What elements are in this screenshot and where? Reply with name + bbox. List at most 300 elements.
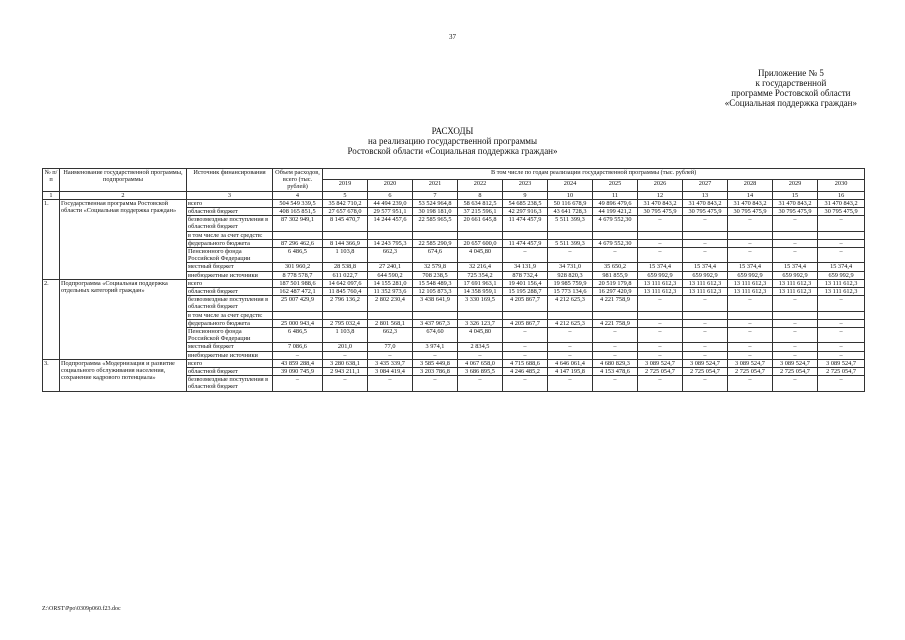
amount-cell: – (818, 351, 865, 359)
column-number: 3 (187, 191, 273, 199)
amount-cell: 31 470 843,2 (773, 199, 818, 207)
amount-cell: 20 519 179,8 (593, 279, 638, 287)
table-row (43, 279, 865, 287)
amount-cell: 4 246 485,2 (503, 368, 548, 376)
amount-cell: 5 511 399,3 (548, 216, 593, 231)
header-by-year: В том числе по годам реализации государственной программы (тыс. рублей) (323, 169, 865, 180)
amount-cell: 6 486,5 (273, 248, 323, 263)
amount-cell: 3 435 339,7 (368, 359, 413, 367)
column-number: 2 (60, 191, 187, 199)
funding-source: безвозмездные поступления в областной бюджет (187, 296, 273, 311)
amount-cell: 16 297 420,9 (593, 288, 638, 296)
amount-cell: 4 221 758,9 (593, 296, 638, 311)
amount-cell: 30 198 181,0 (413, 208, 458, 216)
amount-cell: 3 089 524,7 (638, 359, 683, 367)
amount-cell: – (773, 351, 818, 359)
amount-cell: 3 089 524,7 (773, 359, 818, 367)
page-number: 37 (449, 33, 456, 41)
amount-cell (273, 231, 323, 239)
amount-cell: 201,0 (323, 343, 368, 351)
amount-cell: – (368, 351, 413, 359)
amount-cell: – (683, 216, 728, 231)
amount-cell: 662,3 (368, 328, 413, 343)
amount-cell: – (638, 296, 683, 311)
program-name: Подпрограмма «Социальная поддержка отдельных категорий граждан» (60, 279, 187, 359)
amount-cell: – (683, 296, 728, 311)
amount-cell: 3 974,1 (413, 343, 458, 351)
amount-cell: 3 089 524,7 (683, 359, 728, 367)
amount-cell: 44 199 421,2 (593, 208, 638, 216)
amount-cell: 13 111 612,3 (818, 279, 865, 287)
column-number: 7 (413, 191, 458, 199)
column-number: 10 (548, 191, 593, 199)
header-year: 2020 (368, 180, 413, 191)
amount-cell: 3 326 123,7 (458, 319, 503, 327)
amount-cell: 659 992,9 (773, 271, 818, 279)
amount-cell: 4 067 658,0 (458, 359, 503, 367)
amount-cell: 4 679 552,30 (593, 239, 638, 247)
amount-cell: – (683, 319, 728, 327)
amount-cell: 4 646 061,4 (548, 359, 593, 367)
amount-cell (683, 311, 728, 319)
funding-source: федерального бюджета (187, 319, 273, 327)
column-number: 15 (773, 191, 818, 199)
amount-cell: 25 007 429,9 (273, 296, 323, 311)
amount-cell: – (548, 351, 593, 359)
amount-cell: 14 358 959,1 (458, 288, 503, 296)
amount-cell: – (728, 328, 773, 343)
header-year: 2021 (413, 180, 458, 191)
amount-cell: 11 474 457,9 (503, 216, 548, 231)
amount-cell: – (548, 328, 593, 343)
amount-cell: 659 992,9 (728, 271, 773, 279)
amount-cell (458, 231, 503, 239)
column-number: 12 (638, 191, 683, 199)
amount-cell: – (503, 328, 548, 343)
amount-cell (773, 231, 818, 239)
amount-cell: – (773, 328, 818, 343)
document-title (0, 126, 905, 156)
funding-source: всего (187, 279, 273, 287)
header-name: Наименование государственной программы, подпрограммы (60, 169, 187, 192)
column-number: 11 (593, 191, 638, 199)
amount-cell (683, 231, 728, 239)
amount-cell: – (458, 376, 503, 391)
amount-cell: – (683, 351, 728, 359)
appendix-line: программе Ростовской области (731, 88, 851, 98)
header-num: № п/п (43, 169, 60, 192)
amount-cell: 44 494 239,0 (368, 199, 413, 207)
amount-cell: 42 297 916,3 (503, 208, 548, 216)
amount-cell: 13 111 612,3 (773, 288, 818, 296)
amount-cell: 30 795 475,9 (773, 208, 818, 216)
amount-cell: 15 548 489,3 (413, 279, 458, 287)
amount-cell: 15 374,4 (638, 263, 683, 271)
amount-cell: 11 474 457,9 (503, 239, 548, 247)
amount-cell: 8 778 578,7 (273, 271, 323, 279)
amount-cell: – (683, 239, 728, 247)
amount-cell: – (683, 328, 728, 343)
amount-cell (503, 231, 548, 239)
header-source: Источник финансирования (187, 169, 273, 192)
amount-cell: 3 089 524,7 (728, 359, 773, 367)
amount-cell (638, 311, 683, 319)
amount-cell: 4 212 625,3 (548, 319, 593, 327)
amount-cell: 22 585 965,5 (413, 216, 458, 231)
amount-cell (413, 231, 458, 239)
amount-cell: 15 773 134,6 (548, 288, 593, 296)
amount-cell: 58 634 812,5 (458, 199, 503, 207)
amount-cell: – (593, 343, 638, 351)
amount-cell: – (273, 376, 323, 391)
amount-cell: – (818, 343, 865, 351)
amount-cell: – (503, 343, 548, 351)
amount-cell: 3 330 169,5 (458, 296, 503, 311)
header-year: 2027 (683, 180, 728, 191)
amount-cell: 14 243 795,3 (368, 239, 413, 247)
amount-cell: – (593, 351, 638, 359)
amount-cell: 2 725 054,7 (773, 368, 818, 376)
amount-cell: – (413, 351, 458, 359)
amount-cell: – (413, 376, 458, 391)
funding-source: безвозмездные поступления в областной бюджет (187, 216, 273, 231)
amount-cell: 12 105 873,3 (413, 288, 458, 296)
amount-cell: 659 992,9 (638, 271, 683, 279)
amount-cell: – (548, 376, 593, 391)
amount-cell: 30 795 475,9 (728, 208, 773, 216)
amount-cell: 30 795 475,9 (818, 208, 865, 216)
table-row (43, 359, 865, 367)
amount-cell: – (728, 239, 773, 247)
amount-cell: – (728, 319, 773, 327)
amount-cell: – (818, 296, 865, 311)
amount-cell: 6 486,5 (273, 328, 323, 343)
funding-source: федерального бюджета (187, 239, 273, 247)
funding-source: местный бюджет (187, 263, 273, 271)
amount-cell: 7 086,6 (273, 343, 323, 351)
amount-cell: 31 470 843,2 (638, 199, 683, 207)
amount-cell: 13 111 612,3 (638, 288, 683, 296)
amount-cell (503, 311, 548, 319)
amount-cell (818, 231, 865, 239)
header-year: 2028 (728, 180, 773, 191)
amount-cell (818, 311, 865, 319)
amount-cell: – (503, 376, 548, 391)
column-number: 16 (818, 191, 865, 199)
amount-cell: 408 165 851,5 (273, 208, 323, 216)
amount-cell: 5 511 399,3 (548, 239, 593, 247)
amount-cell: – (773, 319, 818, 327)
header-year: 2022 (458, 180, 503, 191)
amount-cell: 4 715 688,6 (503, 359, 548, 367)
amount-cell: 3 686 895,5 (458, 368, 503, 376)
amount-cell: 87 296 462,6 (273, 239, 323, 247)
amount-cell: – (728, 351, 773, 359)
amount-cell: – (503, 248, 548, 263)
amount-cell (728, 311, 773, 319)
amount-cell: 4 205 867,7 (503, 296, 548, 311)
program-number: 3. (43, 359, 60, 391)
amount-cell: 31 470 843,2 (728, 199, 773, 207)
header-year: 2024 (548, 180, 593, 191)
amount-cell: 15 374,4 (683, 263, 728, 271)
amount-cell: 4 147 195,8 (548, 368, 593, 376)
funding-source: Пенсионного фонда Российской Федерации (187, 328, 273, 343)
amount-cell (413, 311, 458, 319)
amount-cell: 14 155 281,0 (368, 279, 413, 287)
footer-filepath: Z:\ORST\Ppo\0309p060.f23.doc (42, 606, 121, 612)
amount-cell: 11 352 973,6 (368, 288, 413, 296)
column-number: 9 (503, 191, 548, 199)
amount-cell: 2 795 032,4 (323, 319, 368, 327)
amount-cell: 14 642 097,6 (323, 279, 368, 287)
amount-cell: 4 679 552,30 (593, 216, 638, 231)
amount-cell: 3 203 786,8 (413, 368, 458, 376)
amount-cell: 11 845 760,4 (323, 288, 368, 296)
amount-cell: 2 943 211,1 (323, 368, 368, 376)
amount-cell: 13 111 612,3 (683, 288, 728, 296)
amount-cell (323, 231, 368, 239)
title-line: РАСХОДЫ (431, 126, 474, 136)
amount-cell: 77,0 (368, 343, 413, 351)
amount-cell: 981 855,9 (593, 271, 638, 279)
amount-cell: – (728, 296, 773, 311)
amount-cell: 4 680 829,3 (593, 359, 638, 367)
column-number: 4 (273, 191, 323, 199)
amount-cell: – (593, 248, 638, 263)
column-number: 5 (323, 191, 368, 199)
amount-cell: 3 437 967,3 (413, 319, 458, 327)
column-number: 13 (683, 191, 728, 199)
amount-cell: 4 205 867,7 (503, 319, 548, 327)
amount-cell: – (638, 351, 683, 359)
amount-cell: – (638, 216, 683, 231)
amount-cell: 878 732,4 (503, 271, 548, 279)
amount-cell: – (818, 319, 865, 327)
amount-cell: 2 725 054,7 (638, 368, 683, 376)
funding-source: в том числе за счет средств: (187, 231, 273, 239)
amount-cell: 20 657 600,0 (458, 239, 503, 247)
amount-cell: 13 111 612,3 (728, 279, 773, 287)
amount-cell (458, 311, 503, 319)
amount-cell: 644 590,2 (368, 271, 413, 279)
amount-cell: 43 641 728,3 (548, 208, 593, 216)
funding-source: всего (187, 199, 273, 207)
funding-source: областной бюджет (187, 208, 273, 216)
amount-cell: – (638, 248, 683, 263)
amount-cell: – (728, 216, 773, 231)
amount-cell: 15 195 288,7 (503, 288, 548, 296)
amount-cell: – (638, 319, 683, 327)
header-year: 2029 (773, 180, 818, 191)
program-name: Подпрограмма «Модернизация и развитие социального обслуживания населения, сохранение кадрового потенциала» (60, 359, 187, 391)
amount-cell (593, 311, 638, 319)
amount-cell: 3 089 524,7 (818, 359, 865, 367)
amount-cell: – (773, 376, 818, 391)
program-number: 2. (43, 279, 60, 359)
amount-cell: 32 216,4 (458, 263, 503, 271)
title-line: Ростовской области «Социальная поддержка граждан» (347, 146, 558, 156)
program-number: 1. (43, 199, 60, 279)
amount-cell: 19 401 156,4 (503, 279, 548, 287)
amount-cell: 2 796 136,2 (323, 296, 368, 311)
amount-cell: – (818, 248, 865, 263)
header-year: 2026 (638, 180, 683, 191)
appendix-line: «Социальная поддержка граждан» (724, 98, 857, 108)
amount-cell: 32 579,8 (413, 263, 458, 271)
amount-cell (323, 311, 368, 319)
funding-source: безвозмездные поступления в областной бюджет (187, 376, 273, 391)
amount-cell: – (323, 376, 368, 391)
amount-cell (593, 231, 638, 239)
amount-cell: – (728, 376, 773, 391)
amount-cell: 34 131,9 (503, 263, 548, 271)
amount-cell: – (503, 351, 548, 359)
amount-cell: 4 153 478,6 (593, 368, 638, 376)
amount-cell: 30 795 475,9 (683, 208, 728, 216)
amount-cell: – (593, 376, 638, 391)
appendix-line: Приложение № 5 (757, 68, 824, 78)
amount-cell: 31 470 843,2 (818, 199, 865, 207)
header-total: Объем расходов, всего (тыс. рублей) (273, 169, 323, 192)
amount-cell: 611 022,7 (323, 271, 368, 279)
amount-cell: 35 842 710,2 (323, 199, 368, 207)
funding-source: всего (187, 359, 273, 367)
amount-cell: 15 374,4 (728, 263, 773, 271)
amount-cell: 35 650,2 (593, 263, 638, 271)
amount-cell: 17 691 963,1 (458, 279, 503, 287)
amount-cell: 3 438 641,9 (413, 296, 458, 311)
amount-cell: 37 215 596,1 (458, 208, 503, 216)
amount-cell: 29 577 951,1 (368, 208, 413, 216)
amount-cell: 659 992,9 (818, 271, 865, 279)
amount-cell: – (728, 343, 773, 351)
amount-cell: – (773, 248, 818, 263)
amount-cell: 8 145 470,7 (323, 216, 368, 231)
amount-cell: 8 144 366,9 (323, 239, 368, 247)
amount-cell: 3 084 419,4 (368, 368, 413, 376)
amount-cell: 2 834,5 (458, 343, 503, 351)
amount-cell: 39 090 745,9 (273, 368, 323, 376)
amount-cell: – (683, 248, 728, 263)
header-year: 2019 (323, 180, 368, 191)
amount-cell: 2 802 230,4 (368, 296, 413, 311)
amount-cell (368, 231, 413, 239)
amount-cell: – (638, 239, 683, 247)
amount-cell (548, 231, 593, 239)
amount-cell: – (593, 328, 638, 343)
funding-source: местный бюджет (187, 343, 273, 351)
appendix-line: к государственной (755, 78, 827, 88)
amount-cell: – (818, 328, 865, 343)
funding-source: областной бюджет (187, 368, 273, 376)
amount-cell: 4 212 625,3 (548, 296, 593, 311)
amount-cell: 162 487 472,1 (273, 288, 323, 296)
amount-cell (273, 311, 323, 319)
amount-cell: 28 538,8 (323, 263, 368, 271)
amount-cell: 662,3 (368, 248, 413, 263)
funding-source: внебюджетные источники (187, 271, 273, 279)
amount-cell: – (458, 351, 503, 359)
funding-source: областной бюджет (187, 288, 273, 296)
amount-cell: – (728, 248, 773, 263)
column-number: 6 (368, 191, 413, 199)
amount-cell: 31 470 843,2 (683, 199, 728, 207)
amount-cell: 659 992,9 (683, 271, 728, 279)
amount-cell: 13 111 612,3 (818, 288, 865, 296)
amount-cell: 187 501 988,6 (273, 279, 323, 287)
header-year: 2025 (593, 180, 638, 191)
amount-cell: 25 000 943,4 (273, 319, 323, 327)
amount-cell: 3 280 638,1 (323, 359, 368, 367)
amount-cell (638, 231, 683, 239)
amount-cell: 15 374,4 (773, 263, 818, 271)
amount-cell: 22 585 290,9 (413, 239, 458, 247)
expenses-table (42, 168, 865, 392)
amount-cell: – (818, 376, 865, 391)
amount-cell: 13 111 612,3 (728, 288, 773, 296)
amount-cell: 13 111 612,3 (638, 279, 683, 287)
amount-cell: 504 549 339,5 (273, 199, 323, 207)
funding-source: Пенсионного фонда Российской Федерации (187, 248, 273, 263)
amount-cell: 87 302 949,1 (273, 216, 323, 231)
amount-cell: – (683, 343, 728, 351)
amount-cell: 13 111 612,3 (683, 279, 728, 287)
title-line: на реализацию государственной программы (367, 136, 538, 146)
amount-cell: 34 731,0 (548, 263, 593, 271)
amount-cell: 27 240,1 (368, 263, 413, 271)
amount-cell: 928 820,3 (548, 271, 593, 279)
appendix-block (725, 68, 857, 108)
amount-cell: – (638, 328, 683, 343)
amount-cell (368, 311, 413, 319)
amount-cell: – (368, 376, 413, 391)
header-year: 2023 (503, 180, 548, 191)
amount-cell: 54 685 238,5 (503, 199, 548, 207)
funding-source: внебюджетные источники (187, 351, 273, 359)
amount-cell (773, 311, 818, 319)
amount-cell: 1 103,8 (323, 328, 368, 343)
amount-cell: 2 801 568,1 (368, 319, 413, 327)
column-number: 8 (458, 191, 503, 199)
amount-cell: 2 725 054,7 (728, 368, 773, 376)
amount-cell: 708 238,5 (413, 271, 458, 279)
amount-cell: – (818, 239, 865, 247)
amount-cell: – (273, 351, 323, 359)
amount-cell: 43 859 288,4 (273, 359, 323, 367)
amount-cell: 301 960,2 (273, 263, 323, 271)
amount-cell: 13 111 612,3 (773, 279, 818, 287)
amount-cell: 725 354,2 (458, 271, 503, 279)
amount-cell: 30 795 475,9 (638, 208, 683, 216)
amount-cell: 19 985 759,9 (548, 279, 593, 287)
amount-cell: 53 524 964,8 (413, 199, 458, 207)
amount-cell: – (773, 296, 818, 311)
amount-cell: – (773, 216, 818, 231)
amount-cell: – (638, 343, 683, 351)
amount-cell: – (323, 351, 368, 359)
amount-cell: 4 045,80 (458, 248, 503, 263)
table-row (43, 199, 865, 207)
amount-cell: 4 045,80 (458, 328, 503, 343)
amount-cell: 1 103,8 (323, 248, 368, 263)
amount-cell: – (818, 216, 865, 231)
amount-cell: 49 896 479,6 (593, 199, 638, 207)
amount-cell: – (548, 248, 593, 263)
amount-cell: – (638, 376, 683, 391)
program-name: Государственная программа Ростовской области «Социальная поддержка граждан» (60, 199, 187, 279)
amount-cell: 4 221 758,9 (593, 319, 638, 327)
